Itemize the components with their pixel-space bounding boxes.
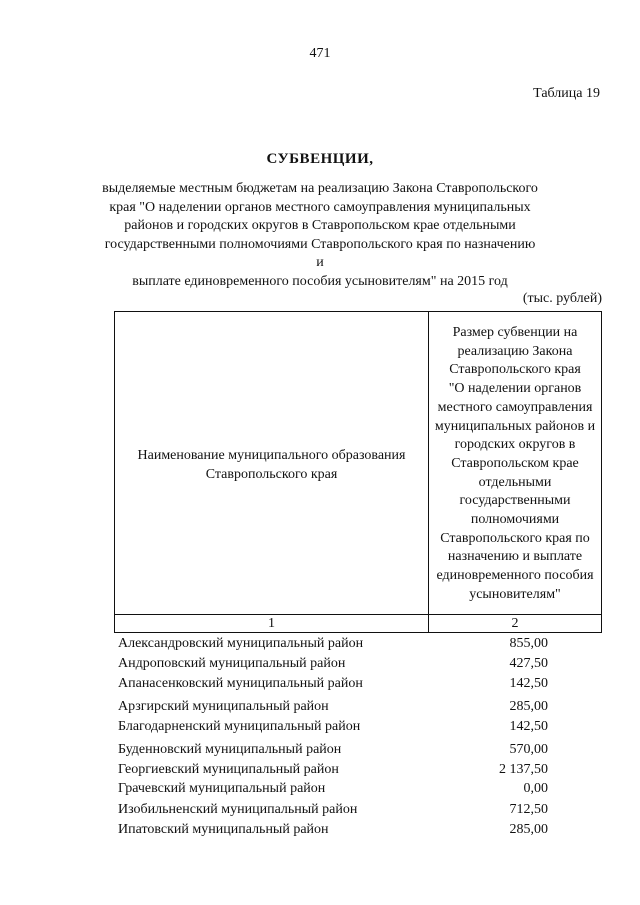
table-row — [118, 781, 548, 801]
subsidy-amount: 142,50 — [509, 719, 548, 734]
header-line: государственными — [459, 493, 571, 509]
municipality-name: Апанасенковский муниципальный район — [118, 676, 363, 691]
municipality-name: Арзгирский муниципальный район — [118, 699, 329, 714]
table-row — [118, 636, 548, 656]
subsidy-amount: 2 137,50 — [499, 762, 548, 777]
subsidy-amount: 427,50 — [509, 656, 548, 671]
subtitle-line: выплате единовременного пособия усыновителям" на 2015 год — [132, 273, 508, 289]
table-row — [118, 719, 548, 739]
header-line: муниципальных районов и — [434, 418, 596, 434]
municipality-name: Грачевский муниципальный район — [118, 781, 326, 796]
table-row — [118, 822, 548, 842]
subtitle-line: государственными полномочиями Ставропольского края по назначению и — [104, 236, 536, 270]
header-line: городских округов в — [454, 437, 576, 453]
table-number: Таблица 19 — [533, 86, 600, 101]
municipality-name: Изобильненский муниципальный район — [118, 802, 358, 817]
header-line: Ставропольского края по — [440, 530, 590, 546]
subsidy-amount: 142,50 — [509, 676, 548, 691]
municipality-name: Георгиевский муниципальный район — [118, 762, 339, 777]
municipality-name: Ипатовский муниципальный район — [118, 822, 329, 837]
header-line: реализацию Закона — [457, 343, 573, 359]
municipality-name: Буденновский муниципальный район — [118, 742, 342, 757]
header-line: Размер субвенции на — [452, 325, 578, 340]
subsidy-amount: 570,00 — [509, 742, 548, 757]
header-line: "О наделении органов — [448, 381, 582, 397]
subsidy-amount: 285,00 — [509, 822, 548, 837]
header-line: полномочиями — [470, 512, 560, 528]
header-line: Ставропольском крае — [451, 455, 579, 471]
table-row — [118, 802, 548, 822]
document-title: СУБВЕНЦИИ, — [266, 151, 374, 167]
subtitle-line: районов и городских округов в Ставропольском крае отдельными — [124, 218, 516, 233]
municipality-name: Благодарненский муниципальный район — [118, 719, 361, 734]
table-row — [118, 699, 548, 719]
municipality-name: Александровский муниципальный район — [118, 636, 364, 651]
header-line: Ставропольского края — [449, 362, 581, 378]
header-line: назначению и выплате — [447, 549, 583, 565]
column-1-number: 1 — [268, 616, 275, 631]
table-row — [118, 676, 548, 696]
header-line: Ставропольского края — [205, 467, 338, 482]
municipality-name: Андроповский муниципальный район — [118, 656, 346, 671]
subtitle-line: выделяемые местным бюджетам на реализацию Закона Ставропольского — [102, 181, 538, 196]
table-row — [118, 656, 548, 676]
column-2-number: 2 — [511, 616, 519, 631]
table-row — [118, 742, 548, 762]
page-number: 471 — [309, 46, 331, 61]
subsidy-amount: 0,00 — [523, 781, 548, 796]
header-line: единовременного пособия — [436, 568, 594, 584]
header-line: Наименование муниципального образования — [137, 448, 406, 463]
subsidy-amount: 285,00 — [509, 699, 548, 714]
subtitle-line: края "О наделении органов местного самоуправления муниципальных — [109, 199, 531, 215]
units-label: (тыс. рублей) — [522, 291, 602, 306]
subsidy-amount: 855,00 — [509, 636, 548, 651]
subsidy-amount: 712,50 — [509, 802, 548, 817]
header-line: усыновителям" — [469, 586, 561, 602]
header-line: местного самоуправления — [437, 399, 593, 415]
header-line: отдельными — [478, 474, 552, 490]
table-row — [118, 762, 548, 782]
